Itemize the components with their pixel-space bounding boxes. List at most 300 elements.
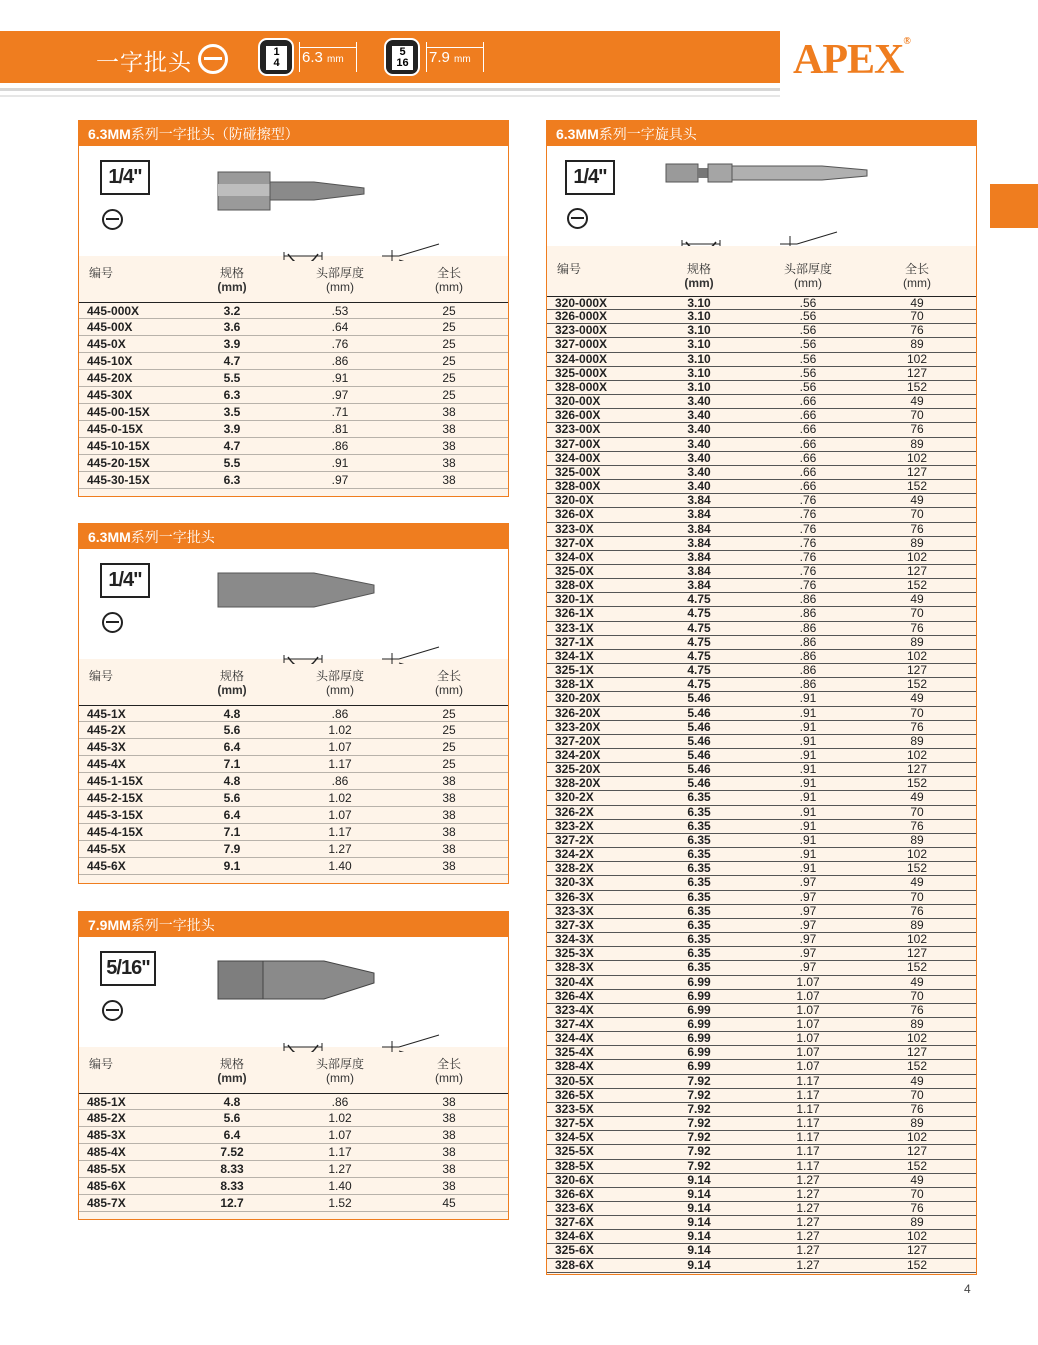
length-value: 25 <box>442 320 456 334</box>
length-value: 76 <box>910 719 924 734</box>
part-number: 324-00X <box>555 450 601 465</box>
size-value: 5.46 <box>687 733 711 748</box>
length-value: 38 <box>442 439 456 453</box>
length-value: 38 <box>442 1179 456 1193</box>
size-value: 7.1 <box>223 757 241 771</box>
size-value: 6.35 <box>687 790 711 805</box>
length-value: 152 <box>906 677 928 692</box>
part-number: 327-000X <box>555 337 608 352</box>
size-value: 6.4 <box>223 1128 241 1142</box>
thickness-value: 1.17 <box>796 1158 820 1173</box>
length-value: 76 <box>910 422 924 437</box>
table-row <box>79 705 508 722</box>
part-number: 327-00X <box>555 436 601 451</box>
thickness-value: 1.40 <box>328 859 352 873</box>
thickness-value: 1.27 <box>328 1162 352 1176</box>
length-value: 25 <box>442 371 456 385</box>
bit-drawing <box>662 158 932 248</box>
table-header <box>79 659 508 705</box>
thickness-value: 1.52 <box>328 1196 352 1210</box>
col-size: 规格 (mm) <box>684 262 714 290</box>
thickness-value: 1.27 <box>796 1201 820 1215</box>
part-number: 328-2X <box>555 861 594 876</box>
part-number: 323-000X <box>555 323 608 338</box>
col-thickness: 头部厚度 (mm) <box>783 262 832 290</box>
size-value: 3.6 <box>223 320 241 334</box>
table-row <box>79 387 508 404</box>
size-value: 6.35 <box>687 960 711 975</box>
part-number: 328-4X <box>555 1059 594 1074</box>
part-number: 323-2X <box>555 818 594 833</box>
thickness-value: .66 <box>799 479 817 494</box>
size-value: 6.35 <box>687 847 711 862</box>
thickness-value: 1.07 <box>796 1016 820 1031</box>
length-value: 102 <box>906 549 928 564</box>
table-row <box>547 1131 976 1145</box>
size-value: 6.35 <box>687 875 711 890</box>
table-row <box>547 919 976 933</box>
size-value: 9.14 <box>687 1172 711 1187</box>
part-number: 327-5X <box>555 1116 594 1131</box>
slot-icon <box>102 209 123 230</box>
part-number: 325-20X <box>555 762 601 777</box>
thickness-value: .86 <box>799 634 817 649</box>
part-number: 325-1X <box>555 663 594 678</box>
thickness-value: 1.02 <box>328 1111 352 1125</box>
length-value: 38 <box>442 825 456 839</box>
length-value: 70 <box>910 804 924 819</box>
thickness-value: .66 <box>799 436 817 451</box>
bit-drawing <box>214 166 454 261</box>
table-row <box>547 1032 976 1046</box>
part-number: 323-0X <box>555 521 594 536</box>
col-part-no: 编号 <box>557 262 582 276</box>
section-title: 6.3MM系列一字批头（防碰擦型） <box>79 121 508 146</box>
part-number: 328-1X <box>555 677 594 692</box>
length-value: 38 <box>442 808 456 822</box>
length-value: 49 <box>910 1172 924 1187</box>
part-number: 445-4-15X <box>87 825 144 839</box>
size-value: 6.99 <box>687 1016 711 1031</box>
part-number: 326-2X <box>555 804 594 819</box>
thickness-value: 1.17 <box>796 1087 820 1102</box>
part-number: 323-20X <box>555 719 601 734</box>
page-title: 一字批头 <box>96 50 192 76</box>
table-row <box>547 1075 976 1089</box>
table-row <box>547 1089 976 1103</box>
table-row <box>79 438 508 455</box>
size-value: 5.46 <box>687 719 711 734</box>
table-body <box>79 302 508 489</box>
size-value: 6.4 <box>223 740 241 754</box>
thickness-value: .97 <box>799 932 817 947</box>
size-value: 9.14 <box>687 1229 711 1244</box>
size-value: 6.35 <box>687 861 711 876</box>
size-label: 1/4" <box>100 563 150 598</box>
part-number: 445-10-15X <box>87 439 150 453</box>
table-row <box>79 1161 508 1178</box>
table-row <box>79 858 508 875</box>
length-value: 70 <box>910 507 924 522</box>
length-value: 102 <box>906 351 928 366</box>
part-number: 320-3X <box>555 875 594 890</box>
slot-icon <box>102 1000 123 1021</box>
length-value: 102 <box>906 1229 928 1244</box>
part-number: 320-20X <box>555 691 601 706</box>
thickness-value: .56 <box>799 351 817 366</box>
size-value: 6.35 <box>687 917 711 932</box>
part-number: 485-3X <box>87 1128 126 1142</box>
length-value: 38 <box>442 859 456 873</box>
size-value: 4.75 <box>687 592 711 607</box>
size-value: 4.75 <box>687 606 711 621</box>
length-value: 76 <box>910 1002 924 1017</box>
length-value: 38 <box>442 1145 456 1159</box>
part-number: 328-0X <box>555 578 594 593</box>
length-value: 89 <box>910 832 924 847</box>
size-value: 6.3 <box>223 388 241 402</box>
thickness-value: 1.27 <box>796 1243 820 1258</box>
part-number: 324-000X <box>555 351 608 366</box>
thickness-value: .56 <box>799 323 817 338</box>
thickness-value: 1.07 <box>796 1031 820 1046</box>
part-number: 320-4X <box>555 974 594 989</box>
thickness-value: .97 <box>331 473 349 487</box>
part-number: 485-6X <box>87 1179 126 1193</box>
part-number: 445-20-15X <box>87 456 150 470</box>
length-value: 45 <box>442 1196 456 1210</box>
table-row <box>547 707 976 721</box>
col-part-no: 编号 <box>89 1057 114 1071</box>
size-value: 6.35 <box>687 832 711 847</box>
table-row <box>79 302 508 319</box>
part-number: 485-2X <box>87 1111 126 1125</box>
size-value: 12.7 <box>220 1196 244 1210</box>
size-value: 5.46 <box>687 776 711 791</box>
length-value: 152 <box>906 776 928 791</box>
length-value: 70 <box>910 408 924 423</box>
size-value: 3.40 <box>687 394 711 409</box>
size-value: 3.2 <box>223 304 241 318</box>
size-label: 1/4" <box>565 160 615 195</box>
size-value: 9.14 <box>687 1215 711 1230</box>
table-row <box>79 773 508 790</box>
table-row <box>547 523 976 537</box>
length-value: 38 <box>442 422 456 436</box>
table-row <box>547 1216 976 1230</box>
size-value: 9.14 <box>687 1186 711 1201</box>
table-row <box>547 324 976 338</box>
table-row <box>547 579 976 593</box>
size-value: 3.10 <box>687 309 711 324</box>
length-value: 76 <box>910 818 924 833</box>
table-row <box>547 537 976 551</box>
size-value: 6.99 <box>687 1002 711 1017</box>
size-value: 5.5 <box>223 371 241 385</box>
size-label: 1/4" <box>100 160 150 195</box>
size-value: 9.14 <box>687 1201 711 1215</box>
size-value: 5.46 <box>687 691 711 706</box>
thickness-value: .86 <box>331 1095 349 1109</box>
table-row <box>547 947 976 961</box>
size-value: 6.35 <box>687 903 711 918</box>
thickness-value: 1.27 <box>796 1215 820 1230</box>
col-thickness: 头部厚度 (mm) <box>315 669 364 697</box>
table-row <box>547 409 976 423</box>
size-value: 8.33 <box>220 1162 244 1176</box>
part-number: 445-0-15X <box>87 422 144 436</box>
part-number: 445-000X <box>87 304 140 318</box>
table-row <box>79 1127 508 1144</box>
size-value: 9.14 <box>687 1243 711 1258</box>
part-number: 326-6X <box>555 1186 594 1201</box>
section-power-bits <box>546 120 977 1275</box>
table-row <box>547 664 976 678</box>
table-row <box>547 791 976 805</box>
thickness-value: 1.27 <box>796 1186 820 1201</box>
thickness-value: .56 <box>799 296 817 310</box>
size-value: 3.10 <box>687 337 711 352</box>
table-row <box>547 607 976 621</box>
length-value: 70 <box>910 1087 924 1102</box>
table-row <box>79 1093 508 1110</box>
part-number: 445-3X <box>87 740 126 754</box>
size-value: 7.92 <box>687 1130 711 1145</box>
thickness-value: .97 <box>799 946 817 961</box>
table-row <box>547 876 976 890</box>
length-value: 38 <box>442 456 456 470</box>
part-number: 445-2X <box>87 723 126 737</box>
table-row <box>79 1110 508 1127</box>
section-illustration <box>79 146 508 256</box>
thickness-value: .56 <box>799 379 817 394</box>
table-header <box>79 1047 508 1093</box>
table-row <box>79 319 508 336</box>
thickness-value: 1.07 <box>328 740 352 754</box>
size-value: 4.75 <box>687 663 711 678</box>
thickness-value: 1.27 <box>796 1229 820 1244</box>
table-row <box>547 806 976 820</box>
length-value: 70 <box>910 988 924 1003</box>
thickness-value: 1.17 <box>796 1130 820 1145</box>
size-value: 3.84 <box>687 563 711 578</box>
part-number: 323-5X <box>555 1101 594 1116</box>
shank-fraction: 1 4 <box>266 46 287 70</box>
hex-shank-quarter-icon <box>258 38 294 76</box>
table-row <box>79 722 508 739</box>
slot-icon <box>567 208 588 229</box>
size-value: 3.40 <box>687 450 711 465</box>
table-row <box>547 494 976 508</box>
table-row <box>547 1117 976 1131</box>
size-value: 7.52 <box>220 1145 244 1159</box>
part-number: 327-0X <box>555 535 594 550</box>
length-value: 89 <box>910 917 924 932</box>
length-value: 152 <box>906 578 928 593</box>
part-number: 328-6X <box>555 1257 594 1272</box>
slot-icon <box>102 612 123 633</box>
length-value: 25 <box>442 337 456 351</box>
size-value: 9.1 <box>223 859 241 873</box>
length-value: 127 <box>906 663 928 678</box>
table-row <box>547 961 976 975</box>
size-value: 6.99 <box>687 988 711 1003</box>
col-length: 全长 (mm) <box>903 262 931 290</box>
table-row <box>79 739 508 756</box>
part-number: 324-20X <box>555 748 601 762</box>
length-value: 49 <box>910 790 924 805</box>
size-value: 6.35 <box>687 818 711 833</box>
thickness-value: .91 <box>799 776 817 791</box>
col-size: 规格 (mm) <box>217 266 247 294</box>
part-number: 325-3X <box>555 946 594 961</box>
size-value: 4.8 <box>223 1095 241 1109</box>
thickness-value: .66 <box>799 450 817 465</box>
section-title: 7.9MM系列一字批头 <box>79 912 508 937</box>
table-row <box>547 381 976 395</box>
thickness-value: .97 <box>799 903 817 918</box>
size-value: 7.92 <box>687 1073 711 1088</box>
length-value: 102 <box>906 748 928 762</box>
thickness-value: .91 <box>799 790 817 805</box>
table-row <box>79 756 508 773</box>
col-length: 全长 (mm) <box>435 1057 463 1085</box>
size-value: 7.92 <box>687 1144 711 1159</box>
length-value: 89 <box>910 1215 924 1230</box>
size-value: 9.14 <box>687 1257 711 1272</box>
part-number: 325-0X <box>555 563 594 578</box>
table-body <box>547 296 976 1273</box>
part-number: 320-00X <box>555 394 601 409</box>
thickness-value: 1.02 <box>328 723 352 737</box>
table-row <box>547 1230 976 1244</box>
length-value: 49 <box>910 394 924 409</box>
thickness-value: .66 <box>799 422 817 437</box>
thickness-value: .66 <box>799 464 817 479</box>
dimension-8mm: 7.9 mm <box>426 42 484 72</box>
part-number: 445-10X <box>87 354 133 368</box>
thickness-value: 1.27 <box>796 1257 820 1272</box>
length-value: 152 <box>906 1257 928 1272</box>
part-number: 324-5X <box>555 1130 594 1145</box>
part-number: 445-2-15X <box>87 791 144 805</box>
table-row <box>547 735 976 749</box>
size-value: 3.84 <box>687 549 711 564</box>
table-row <box>547 763 976 777</box>
table-row <box>547 1060 976 1074</box>
thickness-value: .97 <box>799 960 817 975</box>
table-row <box>79 1178 508 1195</box>
length-value: 38 <box>442 1162 456 1176</box>
section-title: 6.3MM系列一字批头 <box>79 524 508 549</box>
thickness-value: .56 <box>799 337 817 352</box>
table-row <box>547 310 976 324</box>
thickness-value: .76 <box>331 337 349 351</box>
thickness-value: 1.17 <box>328 1145 352 1159</box>
part-number: 328-00X <box>555 479 601 494</box>
thickness-value: .76 <box>799 507 817 522</box>
part-number: 325-5X <box>555 1144 594 1159</box>
length-value: 127 <box>906 365 928 380</box>
length-value: 25 <box>442 388 456 402</box>
col-length: 全长 (mm) <box>435 669 463 697</box>
thickness-value: .76 <box>799 535 817 550</box>
length-value: 127 <box>906 1144 928 1159</box>
thickness-value: .76 <box>799 521 817 536</box>
length-value: 127 <box>906 1045 928 1060</box>
thickness-value: 1.17 <box>328 825 352 839</box>
table-row <box>79 807 508 824</box>
size-value: 3.84 <box>687 493 711 508</box>
thickness-value: 1.07 <box>328 1128 352 1142</box>
bit-drawing <box>214 569 454 664</box>
section-illustration <box>79 937 508 1047</box>
table-row <box>547 976 976 990</box>
part-number: 445-00-15X <box>87 405 150 419</box>
table-row <box>79 824 508 841</box>
table-row <box>547 721 976 735</box>
thickness-value: .86 <box>799 648 817 663</box>
thickness-value: .91 <box>799 861 817 876</box>
part-number: 485-4X <box>87 1145 126 1159</box>
length-value: 127 <box>906 762 928 777</box>
thickness-value: 1.17 <box>796 1144 820 1159</box>
size-value: 3.10 <box>687 379 711 394</box>
length-value: 102 <box>906 1031 928 1046</box>
part-number: 326-5X <box>555 1087 594 1102</box>
table-row <box>547 367 976 381</box>
size-value: 3.40 <box>687 479 711 494</box>
size-value: 5.6 <box>223 1111 241 1125</box>
thickness-value: 1.07 <box>796 974 820 989</box>
length-value: 152 <box>906 1158 928 1173</box>
part-number: 445-30-15X <box>87 473 150 487</box>
table-row <box>79 841 508 858</box>
table-row <box>79 455 508 472</box>
length-value: 38 <box>442 1128 456 1142</box>
size-value: 5.6 <box>223 791 241 805</box>
thickness-value: .91 <box>799 804 817 819</box>
part-number: 324-0X <box>555 549 594 564</box>
size-value: 7.1 <box>223 825 241 839</box>
length-value: 38 <box>442 1111 456 1125</box>
thickness-value: 1.27 <box>328 842 352 856</box>
part-number: 327-4X <box>555 1016 594 1031</box>
col-thickness: 头部厚度 (mm) <box>315 1057 364 1085</box>
length-value: 49 <box>910 592 924 607</box>
thickness-value: .86 <box>799 606 817 621</box>
table-row <box>547 452 976 466</box>
length-value: 89 <box>910 535 924 550</box>
part-number: 445-0X <box>87 337 126 351</box>
table-row <box>547 565 976 579</box>
size-value: 4.7 <box>223 439 241 453</box>
part-number: 320-0X <box>555 493 594 508</box>
length-value: 70 <box>910 309 924 324</box>
length-value: 49 <box>910 974 924 989</box>
size-value: 3.84 <box>687 521 711 536</box>
table-row <box>547 692 976 706</box>
table-row <box>79 1195 508 1212</box>
table-row <box>547 438 976 452</box>
length-value: 38 <box>442 473 456 487</box>
length-value: 102 <box>906 648 928 663</box>
length-value: 76 <box>910 1101 924 1116</box>
length-value: 70 <box>910 889 924 904</box>
thickness-value: .76 <box>799 493 817 508</box>
thickness-value: .66 <box>799 394 817 409</box>
size-value: 6.35 <box>687 946 711 961</box>
